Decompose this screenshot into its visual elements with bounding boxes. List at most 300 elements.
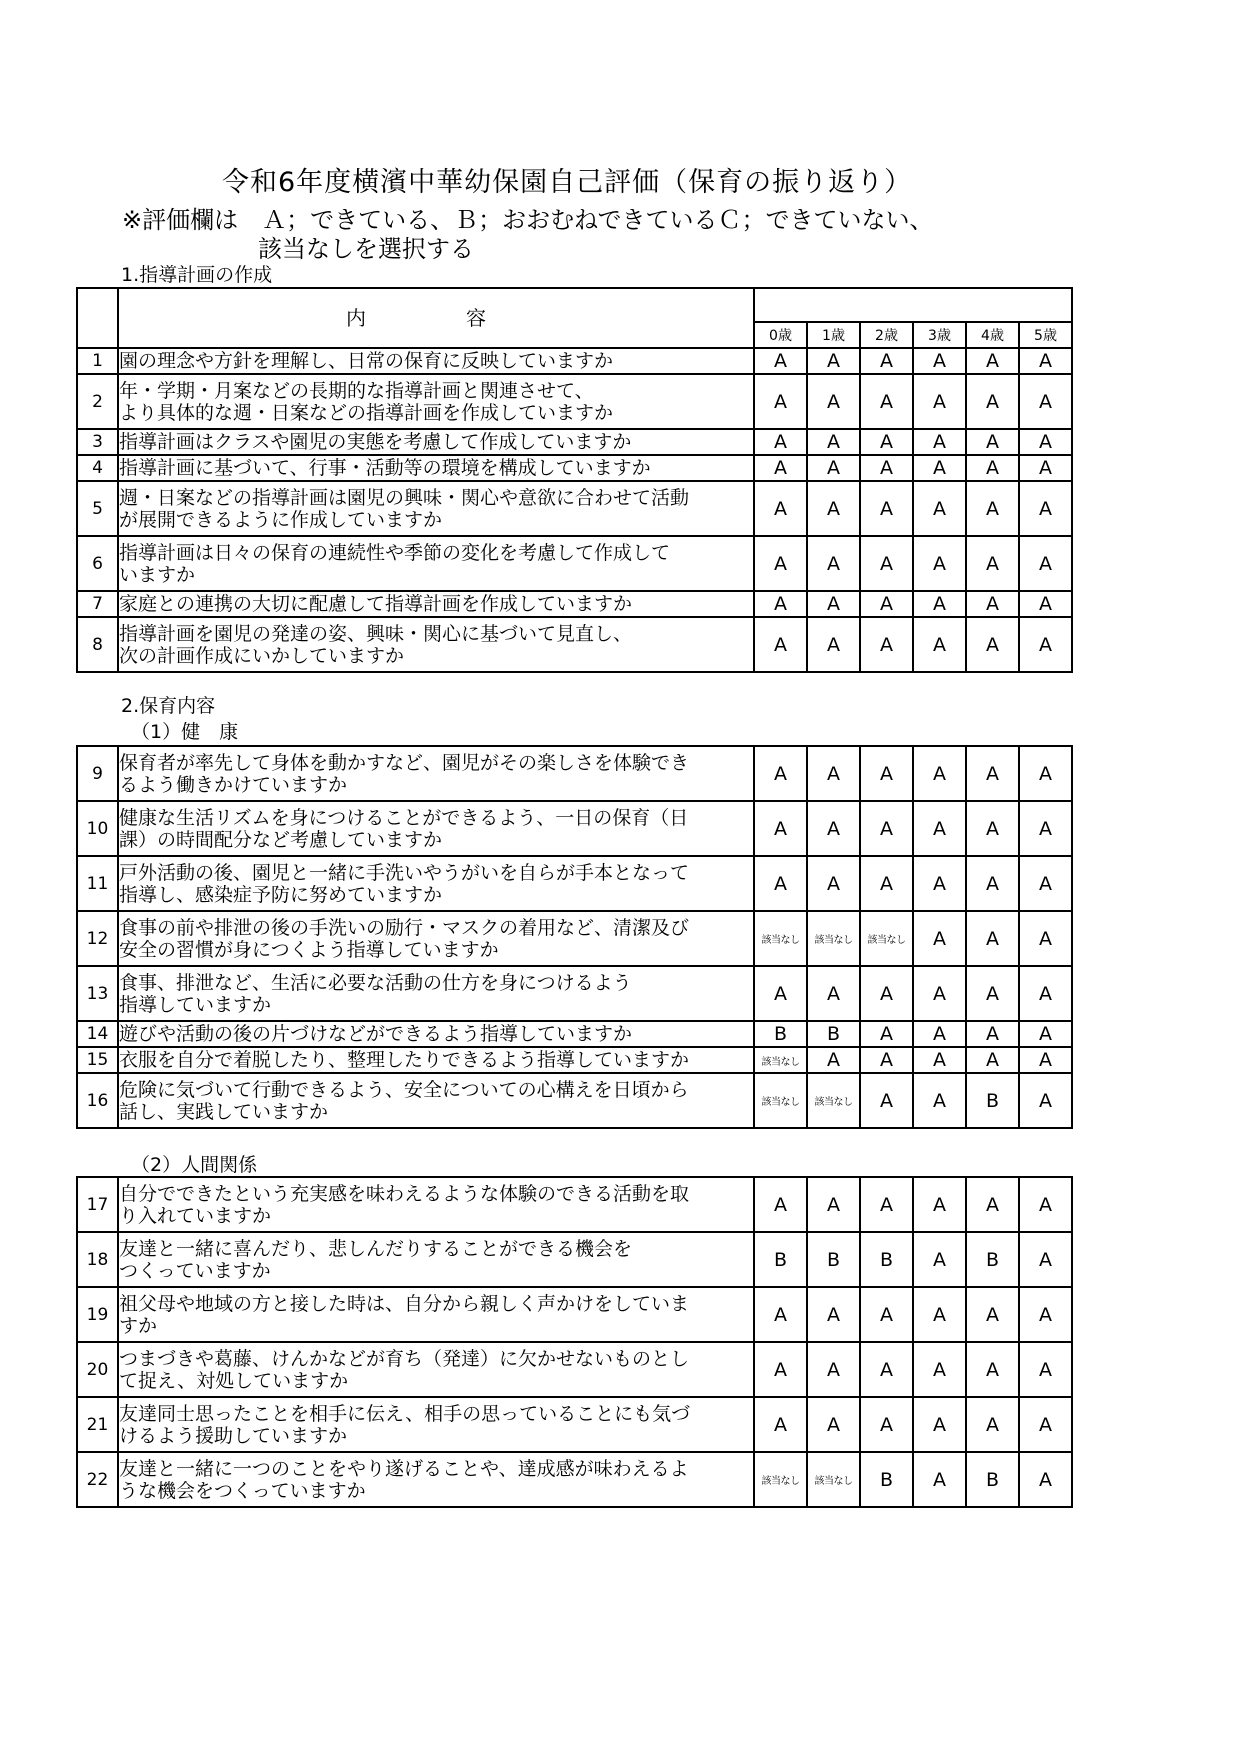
rating-value: A	[1039, 1248, 1052, 1271]
rating-value: A	[827, 431, 840, 453]
rating-value: A	[1039, 552, 1052, 575]
table-row	[77, 856, 1072, 911]
rating-cell	[807, 455, 860, 481]
table-row	[77, 911, 1072, 966]
rating-cell	[807, 429, 860, 455]
rating-cell	[754, 591, 807, 617]
rating-value: A	[1039, 872, 1052, 895]
rating-cell	[807, 536, 860, 591]
rating-value: A	[933, 1303, 946, 1326]
rating-cell	[754, 348, 807, 374]
rating-value: B	[773, 1023, 788, 1045]
rating-cell	[966, 966, 1019, 1021]
content-line: つまづきや葛藤、けんかなどが育ち（発達）に欠かせないものとし	[119, 1347, 690, 1370]
table-row	[77, 1452, 1072, 1507]
table-row	[77, 1287, 1072, 1342]
row-content	[118, 1073, 754, 1128]
rating-cell	[860, 1232, 913, 1287]
rating-cell	[1019, 746, 1072, 801]
rating-value: A	[774, 633, 787, 656]
rating-value: A	[827, 817, 840, 840]
rating-cell	[1019, 1047, 1072, 1073]
rating-value: A	[880, 390, 893, 413]
evaluation-note-line2: 該当なしを選択する	[258, 235, 474, 263]
rating-cell	[754, 481, 807, 536]
row-content	[118, 481, 754, 536]
row-content	[118, 1177, 754, 1232]
rating-cell	[754, 1073, 807, 1128]
row-content	[118, 966, 754, 1021]
rating-cell	[754, 617, 807, 672]
age-header-1: 1歳	[807, 322, 860, 348]
content-line: 友達と一緒に一つのことをやり遂げることや、達成感が味わえるよ	[119, 1457, 689, 1480]
rating-value: A	[774, 872, 787, 895]
age-header-4: 4歳	[966, 322, 1019, 348]
rating-cell	[807, 801, 860, 856]
rating-value: B	[985, 1468, 1000, 1491]
rating-cell	[754, 374, 807, 429]
rating-value: A	[986, 497, 999, 520]
rating-cell	[966, 348, 1019, 374]
rating-value: A	[880, 552, 893, 575]
rating-value: B	[985, 1248, 1000, 1271]
rating-value: A	[827, 390, 840, 413]
rating-value: A	[986, 633, 999, 656]
rating-value: A	[880, 817, 893, 840]
rating-cell	[913, 801, 966, 856]
row-number: 11	[77, 856, 118, 911]
rating-cell	[754, 1177, 807, 1232]
table-row	[77, 536, 1072, 591]
rating-cell	[913, 856, 966, 911]
header-content: 内 容	[118, 288, 754, 348]
rating-value: A	[880, 633, 893, 656]
rating-value: A	[774, 497, 787, 520]
rating-cell	[1019, 966, 1072, 1021]
rating-value: A	[827, 497, 840, 520]
row-number: 4	[77, 455, 118, 481]
rating-cell	[860, 481, 913, 536]
rating-value: A	[827, 633, 840, 656]
rating-value: A	[1039, 390, 1052, 413]
rating-cell	[966, 1177, 1019, 1232]
rating-cell	[807, 1047, 860, 1073]
rating-value: A	[880, 497, 893, 520]
rating-cell	[966, 1287, 1019, 1342]
row-number: 2	[77, 374, 118, 429]
row-content	[118, 536, 754, 591]
content-line: 安全の習慣が身につくよう指導していますか	[119, 938, 499, 961]
rating-cell	[1019, 1232, 1072, 1287]
rating-value: A	[1039, 457, 1052, 479]
age-header-0: 0歳	[754, 322, 807, 348]
content-line: より具体的な週・日案などの指導計画を作成していますか	[119, 401, 614, 424]
rating-value: A	[986, 1413, 999, 1436]
rating-value: A	[1039, 1023, 1052, 1045]
rating-cell	[966, 1397, 1019, 1452]
rating-value: A	[986, 350, 999, 372]
rating-cell	[860, 1342, 913, 1397]
rating-value: A	[827, 350, 840, 372]
rating-cell	[1019, 1073, 1072, 1128]
content-line: 指導計画はクラスや園児の実態を考慮して作成していますか	[119, 431, 632, 453]
rating-cell	[913, 1073, 966, 1128]
rating-cell	[807, 1397, 860, 1452]
rating-value: B	[879, 1468, 894, 1491]
rating-value: A	[774, 457, 787, 479]
rating-cell	[913, 617, 966, 672]
rating-cell	[966, 1452, 1019, 1507]
rating-cell	[860, 1177, 913, 1232]
rating-value: A	[933, 1248, 946, 1271]
rating-cell	[860, 856, 913, 911]
rating-value: A	[933, 872, 946, 895]
rating-value: A	[986, 552, 999, 575]
rating-value: A	[1039, 1358, 1052, 1381]
health-table	[76, 745, 1073, 1129]
content-line: 食事の前や排泄の後の手洗いの励行・マスクの着用など、清潔及び	[119, 916, 690, 939]
content-line: 自分でできたという充実感を味わえるような体験のできる活動を取	[119, 1182, 690, 1205]
rating-value: A	[933, 1193, 946, 1216]
rating-value: A	[933, 350, 946, 372]
table-row	[77, 1073, 1072, 1128]
rating-value: A	[774, 390, 787, 413]
rating-value: A	[986, 982, 999, 1005]
rating-cell	[966, 536, 1019, 591]
row-content	[118, 429, 754, 455]
table-row	[77, 481, 1072, 536]
rating-cell	[913, 591, 966, 617]
rating-value: A	[933, 1049, 946, 1071]
rating-cell	[966, 374, 1019, 429]
rating-cell	[754, 746, 807, 801]
rating-cell	[807, 1177, 860, 1232]
rating-cell	[1019, 1397, 1072, 1452]
rating-value: A	[933, 431, 946, 453]
row-content	[118, 911, 754, 966]
content-line: 指導計画に基づいて、行事・活動等の環境を構成していますか	[119, 457, 651, 479]
row-number: 17	[77, 1177, 118, 1232]
row-number: 21	[77, 1397, 118, 1452]
rating-cell	[860, 1073, 913, 1128]
table-row	[77, 348, 1072, 374]
rating-cell	[966, 746, 1019, 801]
rating-cell	[860, 429, 913, 455]
rating-value: A	[933, 1023, 946, 1045]
rating-cell	[807, 617, 860, 672]
rating-value: A	[933, 593, 946, 615]
rating-cell	[1019, 1342, 1072, 1397]
rating-cell	[913, 911, 966, 966]
rating-cell	[966, 1021, 1019, 1047]
rating-cell	[966, 591, 1019, 617]
page-title: 令和6年度横濱中華幼保園自己評価（保育の振り返り）	[222, 167, 913, 198]
rating-value: A	[880, 1023, 893, 1045]
rating-value: A	[827, 1049, 840, 1071]
rating-cell	[966, 429, 1019, 455]
rating-value: A	[880, 982, 893, 1005]
rating-cell	[1019, 536, 1072, 591]
rating-cell	[966, 1232, 1019, 1287]
rating-cell	[1019, 591, 1072, 617]
rating-value: 該当なし	[761, 1097, 800, 1108]
row-number: 15	[77, 1047, 118, 1073]
rating-cell	[807, 966, 860, 1021]
rating-cell	[807, 746, 860, 801]
row-number: 9	[77, 746, 118, 801]
rating-value: A	[986, 762, 999, 785]
rating-value: A	[827, 762, 840, 785]
content-line: 課）の時間配分など考慮していますか	[119, 828, 443, 851]
rating-value: A	[774, 593, 787, 615]
rating-value: A	[933, 1089, 946, 1112]
rating-cell	[913, 429, 966, 455]
rating-value: A	[774, 1303, 787, 1326]
rating-value: A	[880, 1358, 893, 1381]
rating-value: A	[880, 1089, 893, 1112]
rating-value: A	[774, 1413, 787, 1436]
rating-value: A	[827, 982, 840, 1005]
table-row	[77, 374, 1072, 429]
rating-value: A	[986, 431, 999, 453]
rating-value: A	[986, 593, 999, 615]
rating-value: A	[1039, 1089, 1052, 1112]
rating-cell	[913, 536, 966, 591]
rating-cell	[966, 911, 1019, 966]
rating-cell	[860, 591, 913, 617]
row-content	[118, 746, 754, 801]
rating-cell	[1019, 374, 1072, 429]
rating-value: A	[933, 552, 946, 575]
row-content	[118, 1397, 754, 1452]
rating-value: A	[774, 762, 787, 785]
rating-value: A	[1039, 1413, 1052, 1436]
relationships-table	[76, 1176, 1073, 1508]
row-number: 3	[77, 429, 118, 455]
rating-cell	[913, 966, 966, 1021]
rating-value: A	[933, 1413, 946, 1436]
rating-value: 該当なし	[761, 1056, 800, 1068]
rating-cell	[860, 348, 913, 374]
content-line: 指導計画は日々の保育の連続性や季節の変化を考慮して作成して	[119, 541, 671, 564]
rating-cell	[754, 1021, 807, 1047]
content-line: 園の理念や方針を理解し、日常の保育に反映していますか	[119, 350, 614, 372]
content-line: るよう働きかけていますか	[119, 773, 348, 796]
rating-cell	[1019, 801, 1072, 856]
rating-value: A	[880, 1049, 893, 1071]
content-line: すか	[119, 1314, 158, 1337]
rating-cell	[860, 1287, 913, 1342]
rating-value: A	[933, 457, 946, 479]
rating-value: A	[827, 593, 840, 615]
age-header-2: 2歳	[860, 322, 913, 348]
rating-value: A	[986, 927, 999, 950]
rating-cell	[754, 911, 807, 966]
content-line: が展開できるように作成していますか	[119, 508, 443, 531]
rating-value: A	[827, 872, 840, 895]
row-content	[118, 348, 754, 374]
table-row	[77, 801, 1072, 856]
row-number: 10	[77, 801, 118, 856]
rating-value: A	[1039, 350, 1052, 372]
rating-cell	[913, 1021, 966, 1047]
row-content	[118, 617, 754, 672]
rating-value: A	[774, 350, 787, 372]
rating-cell	[1019, 481, 1072, 536]
row-number: 14	[77, 1021, 118, 1047]
table-row	[77, 1232, 1072, 1287]
content-line: り入れていますか	[119, 1204, 272, 1227]
rating-value: A	[880, 1303, 893, 1326]
rating-value: A	[1039, 762, 1052, 785]
content-line: 指導していますか	[119, 993, 272, 1016]
rating-value: A	[1039, 817, 1052, 840]
rating-cell	[913, 1177, 966, 1232]
table-row	[77, 1177, 1072, 1232]
content-line: 家庭との連携の大切に配慮して指導計画を作成していますか	[119, 593, 633, 615]
rating-cell	[754, 536, 807, 591]
planning-table	[76, 287, 1073, 673]
rating-value: 該当なし	[814, 935, 853, 946]
age-header-3: 3歳	[913, 322, 966, 348]
rating-value: A	[1039, 982, 1052, 1005]
row-number: 19	[77, 1287, 118, 1342]
row-content	[118, 1047, 754, 1073]
rating-value: A	[774, 817, 787, 840]
content-line: 次の計画作成にいかしていますか	[119, 644, 405, 667]
rating-value: 該当なし	[867, 935, 906, 946]
rating-cell	[1019, 1452, 1072, 1507]
content-line: いますか	[119, 563, 196, 586]
content-line: 健康な生活リズムを身につけることができるよう、一日の保育（日	[119, 806, 689, 829]
rating-value: A	[1039, 593, 1052, 615]
rating-cell	[1019, 1287, 1072, 1342]
rating-cell	[1019, 429, 1072, 455]
rating-value: A	[774, 1193, 787, 1216]
rating-cell	[913, 1342, 966, 1397]
section-heading-planning: 1.指導計画の作成	[121, 264, 273, 286]
row-number: 12	[77, 911, 118, 966]
rating-cell	[807, 1452, 860, 1507]
rating-value: A	[986, 1049, 999, 1071]
rating-cell	[966, 481, 1019, 536]
row-content	[118, 1452, 754, 1507]
content-line: 祖父母や地域の方と接した時は、自分から親しく声かけをしていま	[119, 1292, 690, 1315]
content-line: つくっていますか	[119, 1259, 271, 1282]
rating-value: A	[933, 982, 946, 1005]
content-line: うな機会をつくっていますか	[119, 1479, 366, 1502]
row-number: 6	[77, 536, 118, 591]
row-content	[118, 856, 754, 911]
rating-value: A	[986, 1303, 999, 1326]
rating-cell	[966, 1342, 1019, 1397]
rating-value: A	[1039, 431, 1052, 453]
rating-value: 該当なし	[761, 935, 800, 946]
rating-cell	[807, 1232, 860, 1287]
row-content	[118, 591, 754, 617]
row-content	[118, 455, 754, 481]
rating-cell	[860, 1021, 913, 1047]
rating-cell	[966, 1047, 1019, 1073]
rating-value: A	[986, 872, 999, 895]
rating-cell	[860, 966, 913, 1021]
rating-value: A	[1039, 1193, 1052, 1216]
row-content	[118, 1287, 754, 1342]
rating-value: 該当なし	[761, 1476, 800, 1487]
rating-value: A	[933, 927, 946, 950]
rating-cell	[913, 1397, 966, 1452]
rating-cell	[913, 348, 966, 374]
rating-value: 該当なし	[814, 1476, 853, 1487]
section-heading-relationships: （2）人間関係	[131, 1154, 258, 1176]
rating-value: A	[774, 982, 787, 1005]
rating-value: A	[880, 431, 893, 453]
content-line: 衣服を自分で着脱したり、整理したりできるよう指導していますか	[119, 1049, 690, 1071]
rating-cell	[754, 1342, 807, 1397]
rating-value: A	[827, 1193, 840, 1216]
age-header-5: 5歳	[1019, 322, 1072, 348]
content-line: 友達と一緒に喜んだり、悲しんだりすることができる機会を	[119, 1237, 633, 1260]
rating-cell	[913, 746, 966, 801]
rating-cell	[913, 374, 966, 429]
rating-value: A	[880, 593, 893, 615]
table-row	[77, 966, 1072, 1021]
rating-cell	[860, 911, 913, 966]
rating-cell	[1019, 911, 1072, 966]
content-line: 遊びや活動の後の片づけなどができるよう指導していますか	[119, 1023, 633, 1045]
rating-cell	[807, 911, 860, 966]
rating-cell	[860, 1397, 913, 1452]
rating-value: A	[986, 457, 999, 479]
table-row	[77, 591, 1072, 617]
row-content	[118, 1232, 754, 1287]
content-line: 指導し、感染症予防に努めていますか	[119, 883, 443, 906]
rating-cell	[913, 1287, 966, 1342]
rating-cell	[807, 1342, 860, 1397]
row-number: 5	[77, 481, 118, 536]
content-line: けるよう援助していますか	[119, 1424, 348, 1447]
rating-value: A	[933, 633, 946, 656]
rating-value: A	[933, 817, 946, 840]
rating-cell	[1019, 455, 1072, 481]
rating-cell	[1019, 348, 1072, 374]
rating-value: A	[880, 872, 893, 895]
rating-value: A	[827, 552, 840, 575]
table-row	[77, 455, 1072, 481]
rating-cell	[1019, 1021, 1072, 1047]
content-line: 週・日案などの指導計画は園児の興味・関心や意欲に合わせて活動	[119, 486, 690, 509]
rating-cell	[754, 856, 807, 911]
row-number: 13	[77, 966, 118, 1021]
rating-cell	[807, 374, 860, 429]
rating-value: A	[827, 457, 840, 479]
rating-value: A	[986, 390, 999, 413]
rating-cell	[807, 1073, 860, 1128]
rating-cell	[807, 481, 860, 536]
rating-cell	[1019, 856, 1072, 911]
table-row	[77, 617, 1072, 672]
rating-cell	[913, 1047, 966, 1073]
rating-value: A	[774, 1358, 787, 1381]
section-heading-health: （1）健 康	[131, 721, 239, 743]
rating-value: A	[1039, 1468, 1052, 1491]
rating-cell	[754, 1232, 807, 1287]
rating-value: A	[1039, 497, 1052, 520]
rating-value: A	[933, 390, 946, 413]
row-number: 22	[77, 1452, 118, 1507]
rating-cell	[754, 966, 807, 1021]
rating-value: A	[880, 350, 893, 372]
